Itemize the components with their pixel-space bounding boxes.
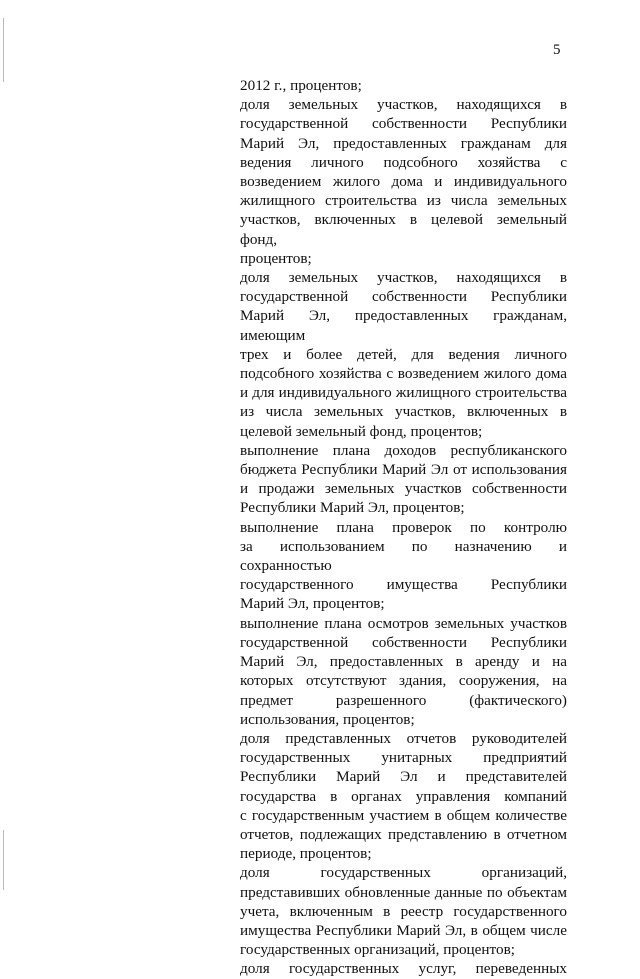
text-line: использования, процентов; [240,710,415,728]
text-line: ведения личного подсобного хозяйства с [240,153,567,171]
text-line: Марий Эл, предоставленных гражданам для [240,134,567,152]
text-line: и продажи земельных участков собственности [240,480,567,498]
text-line: имущества Республики Марий Эл, в общем числе [240,921,567,939]
text-line: доля земельных участков, находящихся в [240,269,567,287]
text-line: предмет разрешенного (фактического) [240,691,567,709]
text-line: Марий Эл, процентов; [240,595,385,613]
text-line: с государственным участием в общем количестве [240,806,567,824]
text-line: 2012 г., процентов; [240,77,362,94]
text-line: бюджета Республики Марий Эл от использования [240,461,567,479]
text-line: которых отсутствуют здания, сооружения, на [240,672,567,690]
text-line: Марий Эл, предоставленных гражданам, имеющим [240,307,567,344]
text-line: периоде, процентов; [240,845,372,863]
text-line: процентов; [240,249,312,267]
text-line: доля государственных услуг, переведенных [240,960,567,978]
text-line: доля государственных организаций, [240,864,567,882]
scan-edge-mark-bottom [3,830,4,890]
text-line: выполнение плана осмотров земельных участков [240,614,567,632]
page-number: 5 [553,42,561,58]
text-line: государственного имущества Республики [240,576,567,594]
document-body [240,76,567,979]
text-line: выполнение плана доходов республиканского [240,441,567,459]
text-line: подсобного хозяйства с возведением жилого дома [240,365,567,383]
text-line: трех и более детей, для ведения личного [240,345,567,363]
text-line: Марий Эл, предоставленных в аренду и на [240,653,567,671]
text-line: государственной собственности Республики [240,115,567,133]
text-line: выполнение плана проверок по контролю [240,518,567,536]
text-line: Республики Марий Эл и представителей [240,768,567,786]
text-line: за использованием по назначению и сохранностью [240,537,567,575]
text-line: государственных унитарных предприятий [240,749,567,767]
text-line: целевой земельный фонд, процентов; [240,422,483,440]
text-line: Республики Марий Эл, процентов; [240,499,465,517]
text-line: учета, включенным в реестр государственного [240,902,567,920]
text-line: и для индивидуального жилищного строительства [240,384,567,402]
text-line: государственной собственности Республики [240,288,567,306]
scan-edge-mark-top [3,18,4,82]
text-line: государства в органах управления компаний [240,787,567,805]
text-line: представивших обновленные данные по объектам [240,883,567,901]
text-line: доля представленных отчетов руководителей [240,729,567,747]
text-line: государственной собственности Республики [240,633,567,651]
text-line: доля земельных участков, находящихся в [240,96,567,114]
text-line: из числа земельных участков, включенных в [240,403,567,421]
text-line: отчетов, подлежащих представлению в отчетном [240,825,567,843]
text-line: участков, включенных в целевой земельный фонд, [240,211,567,248]
text-line: возведением жилого дома и индивидуального [240,173,567,191]
text-line: жилищного строительства из числа земельных [240,192,567,210]
text-line: государственных организаций, процентов; [240,941,515,959]
